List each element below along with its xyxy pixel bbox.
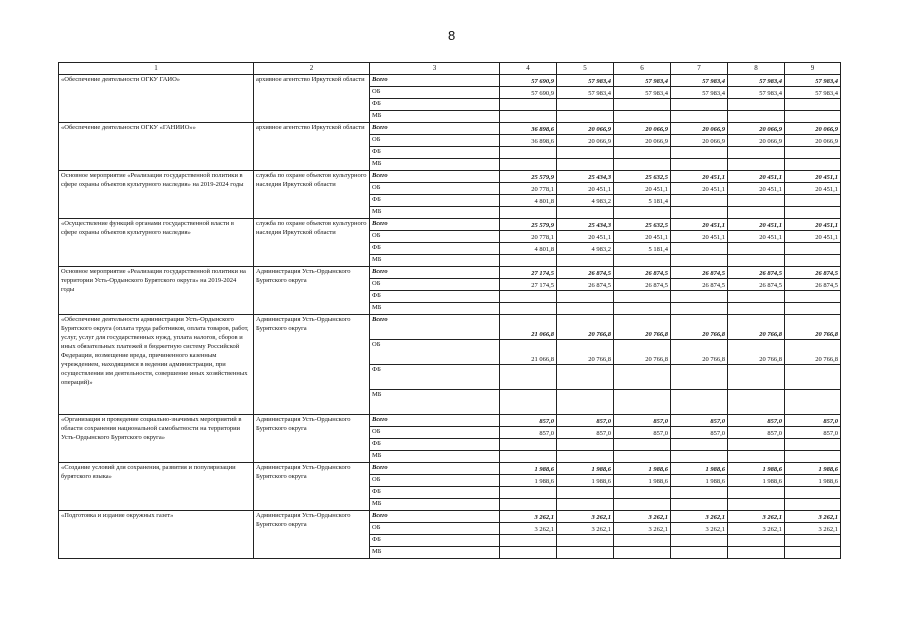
activity-name-cell: «Создание условий для сохранения, развития и популяризации бурятского языка» — [59, 463, 254, 511]
funding-source-cell: Всего — [370, 123, 500, 135]
value-cell: 1 988,6 — [500, 463, 557, 475]
value-cell — [785, 207, 841, 219]
value-cell: 57 690,9 — [500, 75, 557, 87]
value-cell — [728, 111, 785, 123]
value-cell — [557, 439, 614, 451]
value-cell — [500, 147, 557, 159]
funding-source-cell: ОБ — [370, 135, 500, 147]
value-cell — [614, 99, 671, 111]
funding-source-cell: Всего — [370, 415, 500, 427]
value-cell: 1 988,6 — [500, 475, 557, 487]
value-cell — [614, 547, 671, 559]
value-cell: 20 766,8 — [557, 315, 614, 340]
table-row — [59, 415, 841, 427]
value-cell: 1 988,6 — [671, 463, 728, 475]
value-cell: 20 766,8 — [671, 340, 728, 365]
value-cell — [785, 390, 841, 415]
header-cell: 1 — [59, 63, 254, 75]
value-cell — [728, 255, 785, 267]
header-cell: 5 — [557, 63, 614, 75]
value-cell: 857,0 — [614, 427, 671, 439]
funding-source-cell: ОБ — [370, 183, 500, 195]
value-cell: 1 988,6 — [614, 475, 671, 487]
value-cell: 20 766,8 — [557, 340, 614, 365]
funding-table — [58, 62, 841, 559]
value-cell — [728, 303, 785, 315]
value-cell — [557, 535, 614, 547]
value-cell: 20 451,1 — [785, 171, 841, 183]
value-cell — [785, 111, 841, 123]
value-cell: 1 988,6 — [671, 475, 728, 487]
value-cell — [557, 111, 614, 123]
value-cell: 3 262,1 — [614, 511, 671, 523]
value-cell: 20 451,1 — [557, 183, 614, 195]
value-cell — [557, 390, 614, 415]
value-cell: 36 898,6 — [500, 123, 557, 135]
value-cell: 20 451,1 — [671, 219, 728, 231]
activity-name-cell: Основное мероприятие «Реализация государственной политики в сфере охраны объектов культурного наследия» на 2019-2024 годы — [59, 171, 254, 219]
value-cell: 20 066,9 — [785, 123, 841, 135]
value-cell — [728, 159, 785, 171]
value-cell — [614, 365, 671, 390]
value-cell: 3 262,1 — [785, 523, 841, 535]
value-cell: 20 066,9 — [728, 123, 785, 135]
value-cell — [671, 499, 728, 511]
value-cell: 3 262,1 — [671, 523, 728, 535]
funding-source-cell: Всего — [370, 511, 500, 523]
value-cell — [500, 159, 557, 171]
value-cell — [557, 147, 614, 159]
header-cell: 4 — [500, 63, 557, 75]
funding-source-cell: МБ — [370, 390, 500, 415]
value-cell — [671, 159, 728, 171]
executor-cell: архивное агентство Иркутской области — [254, 123, 370, 171]
value-cell: 20 451,1 — [728, 171, 785, 183]
value-cell — [671, 365, 728, 390]
activity-name-cell: «Обеспечение деятельности ОГКУ «ГАНИИО»» — [59, 123, 254, 171]
value-cell — [785, 159, 841, 171]
value-cell: 20 451,1 — [728, 183, 785, 195]
value-cell: 20 766,8 — [785, 340, 841, 365]
value-cell — [728, 207, 785, 219]
funding-source-cell: ОБ — [370, 475, 500, 487]
value-cell: 20 451,1 — [785, 219, 841, 231]
value-cell: 20 451,1 — [671, 231, 728, 243]
value-cell — [557, 255, 614, 267]
value-cell: 20 451,1 — [785, 231, 841, 243]
value-cell: 4 801,8 — [500, 195, 557, 207]
header-cell: 3 — [370, 63, 500, 75]
funding-source-cell: ФБ — [370, 291, 500, 303]
value-cell: 1 988,6 — [557, 463, 614, 475]
value-cell: 26 874,5 — [671, 267, 728, 279]
value-cell: 25 632,5 — [614, 219, 671, 231]
value-cell: 20 766,8 — [614, 315, 671, 340]
value-cell: 57 983,4 — [728, 75, 785, 87]
value-cell — [785, 291, 841, 303]
value-cell — [671, 487, 728, 499]
value-cell: 20 451,1 — [614, 183, 671, 195]
value-cell: 20 066,9 — [557, 135, 614, 147]
value-cell — [671, 243, 728, 255]
value-cell: 857,0 — [500, 415, 557, 427]
value-cell: 857,0 — [614, 415, 671, 427]
value-cell — [557, 99, 614, 111]
value-cell — [614, 291, 671, 303]
value-cell — [728, 195, 785, 207]
value-cell — [557, 291, 614, 303]
value-cell: 26 874,5 — [785, 279, 841, 291]
value-cell: 26 874,5 — [557, 267, 614, 279]
value-cell — [728, 147, 785, 159]
value-cell — [614, 159, 671, 171]
value-cell: 26 874,5 — [671, 279, 728, 291]
value-cell — [728, 451, 785, 463]
value-cell — [557, 547, 614, 559]
value-cell: 57 983,4 — [785, 75, 841, 87]
value-cell: 20 066,9 — [557, 123, 614, 135]
table-row — [59, 511, 841, 523]
value-cell — [671, 255, 728, 267]
value-cell: 1 988,6 — [728, 463, 785, 475]
value-cell — [614, 255, 671, 267]
value-cell — [614, 535, 671, 547]
header-cell: 9 — [785, 63, 841, 75]
funding-source-cell: ФБ — [370, 487, 500, 499]
value-cell: 27 174,5 — [500, 267, 557, 279]
value-cell: 26 874,5 — [728, 279, 785, 291]
value-cell — [671, 291, 728, 303]
value-cell: 57 983,4 — [671, 87, 728, 99]
value-cell — [557, 159, 614, 171]
value-cell — [785, 439, 841, 451]
value-cell — [785, 499, 841, 511]
value-cell — [614, 390, 671, 415]
value-cell: 3 262,1 — [557, 523, 614, 535]
value-cell: 57 983,4 — [728, 87, 785, 99]
value-cell: 857,0 — [500, 427, 557, 439]
funding-source-cell: ОБ — [370, 279, 500, 291]
value-cell — [500, 439, 557, 451]
value-cell: 25 579,9 — [500, 171, 557, 183]
value-cell — [500, 111, 557, 123]
value-cell: 25 434,3 — [557, 219, 614, 231]
value-cell: 27 174,5 — [500, 279, 557, 291]
value-cell — [614, 147, 671, 159]
value-cell — [500, 390, 557, 415]
value-cell — [785, 255, 841, 267]
value-cell — [500, 487, 557, 499]
header-cell: 7 — [671, 63, 728, 75]
value-cell: 20 066,9 — [671, 123, 728, 135]
table-body — [59, 63, 841, 559]
value-cell — [728, 243, 785, 255]
value-cell: 5 181,4 — [614, 243, 671, 255]
value-cell: 21 066,8 — [500, 315, 557, 340]
value-cell — [785, 547, 841, 559]
funding-source-cell: ФБ — [370, 365, 500, 390]
value-cell: 57 983,4 — [557, 87, 614, 99]
value-cell: 57 983,4 — [785, 87, 841, 99]
header-row — [59, 63, 841, 75]
value-cell: 25 632,5 — [614, 171, 671, 183]
value-cell — [614, 451, 671, 463]
value-cell: 20 066,9 — [614, 123, 671, 135]
funding-source-cell: ОБ — [370, 87, 500, 99]
value-cell — [671, 439, 728, 451]
funding-source-cell: МБ — [370, 207, 500, 219]
table-row — [59, 171, 841, 183]
value-cell: 1 988,6 — [614, 463, 671, 475]
value-cell: 25 434,3 — [557, 171, 614, 183]
table-row — [59, 123, 841, 135]
value-cell: 20 066,9 — [614, 135, 671, 147]
page-number: 8 — [448, 28, 456, 43]
funding-source-cell: МБ — [370, 547, 500, 559]
value-cell: 20 451,1 — [614, 231, 671, 243]
executor-cell: Администрация Усть-Ордынского Бурятского округа — [254, 511, 370, 559]
value-cell: 25 579,9 — [500, 219, 557, 231]
executor-cell: Администрация Усть-Ордынского Бурятского округа — [254, 267, 370, 315]
value-cell: 26 874,5 — [785, 267, 841, 279]
value-cell: 4 801,8 — [500, 243, 557, 255]
value-cell — [671, 207, 728, 219]
value-cell — [671, 451, 728, 463]
value-cell — [728, 99, 785, 111]
value-cell — [557, 499, 614, 511]
value-cell: 20 451,1 — [671, 171, 728, 183]
value-cell — [785, 535, 841, 547]
value-cell: 3 262,1 — [557, 511, 614, 523]
funding-source-cell: МБ — [370, 451, 500, 463]
value-cell — [500, 99, 557, 111]
value-cell — [500, 451, 557, 463]
value-cell: 20 066,9 — [785, 135, 841, 147]
funding-source-cell: ФБ — [370, 535, 500, 547]
header-cell: 8 — [728, 63, 785, 75]
value-cell: 3 262,1 — [500, 523, 557, 535]
value-cell: 26 874,5 — [614, 267, 671, 279]
funding-source-cell: МБ — [370, 159, 500, 171]
value-cell: 57 983,4 — [671, 75, 728, 87]
value-cell: 20 766,8 — [728, 340, 785, 365]
value-cell: 3 262,1 — [728, 523, 785, 535]
value-cell — [671, 303, 728, 315]
value-cell — [785, 365, 841, 390]
value-cell — [728, 390, 785, 415]
value-cell: 3 262,1 — [785, 511, 841, 523]
executor-cell: служба по охране объектов культурного наследия Иркутской области — [254, 171, 370, 219]
activity-name-cell: «Обеспечение деятельности администрации Усть-Ордынского Бурятского округа (оплата труда работников, оплата товаров, работ, услуг, услуг для государственных нужд, уплата налогов, сборов и иных обязательных платежей в бюджетную систему Российской Федерации, возмещение вреда, причиненного казенным учреждением, находящимся в ведении администрации, при осуществлении им деятельности, совершение иных хозяйственных операций)» — [59, 315, 254, 415]
value-cell — [500, 499, 557, 511]
value-cell — [614, 499, 671, 511]
value-cell: 5 181,4 — [614, 195, 671, 207]
table-row — [59, 267, 841, 279]
value-cell — [500, 303, 557, 315]
header-cell: 6 — [614, 63, 671, 75]
value-cell: 20 778,1 — [500, 231, 557, 243]
value-cell: 1 988,6 — [557, 475, 614, 487]
value-cell: 57 690,9 — [500, 87, 557, 99]
activity-name-cell: «Организация и проведение социально-значимых мероприятий в области сохранения национальной самобытности на территории Усть-Ордынского Бурятского округа» — [59, 415, 254, 463]
value-cell: 20 766,8 — [728, 315, 785, 340]
value-cell — [614, 111, 671, 123]
value-cell — [728, 439, 785, 451]
value-cell: 4 983,2 — [557, 195, 614, 207]
value-cell: 36 898,6 — [500, 135, 557, 147]
value-cell — [557, 451, 614, 463]
value-cell: 4 983,2 — [557, 243, 614, 255]
funding-source-cell: ФБ — [370, 99, 500, 111]
value-cell: 20 451,1 — [785, 183, 841, 195]
value-cell — [500, 547, 557, 559]
funding-source-cell: ОБ — [370, 340, 500, 365]
value-cell: 20 451,1 — [557, 231, 614, 243]
value-cell: 3 262,1 — [500, 511, 557, 523]
value-cell: 857,0 — [671, 427, 728, 439]
value-cell: 1 988,6 — [728, 475, 785, 487]
value-cell — [557, 207, 614, 219]
funding-source-cell: Всего — [370, 171, 500, 183]
activity-name-cell: «Обеспечение деятельности ОГКУ ГАИО» — [59, 75, 254, 123]
value-cell: 3 262,1 — [728, 511, 785, 523]
value-cell — [557, 365, 614, 390]
executor-cell: служба по охране объектов культурного наследия Иркутской области — [254, 219, 370, 267]
table-row — [59, 219, 841, 231]
header-cell: 2 — [254, 63, 370, 75]
value-cell: 26 874,5 — [728, 267, 785, 279]
value-cell: 20 066,9 — [671, 135, 728, 147]
funding-source-cell: ОБ — [370, 523, 500, 535]
value-cell — [671, 535, 728, 547]
value-cell — [500, 535, 557, 547]
value-cell — [728, 487, 785, 499]
table-row — [59, 315, 841, 340]
funding-source-cell: ФБ — [370, 243, 500, 255]
executor-cell: архивное агентство Иркутской области — [254, 75, 370, 123]
value-cell — [500, 255, 557, 267]
value-cell: 20 066,9 — [728, 135, 785, 147]
value-cell — [500, 291, 557, 303]
value-cell: 20 451,1 — [671, 183, 728, 195]
funding-source-cell: ФБ — [370, 439, 500, 451]
value-cell — [785, 99, 841, 111]
value-cell — [671, 195, 728, 207]
funding-source-cell: ФБ — [370, 147, 500, 159]
value-cell: 21 066,8 — [500, 340, 557, 365]
value-cell: 3 262,1 — [671, 511, 728, 523]
value-cell — [671, 111, 728, 123]
funding-source-cell: МБ — [370, 303, 500, 315]
value-cell — [728, 365, 785, 390]
funding-source-cell: ФБ — [370, 195, 500, 207]
value-cell — [728, 291, 785, 303]
table-row — [59, 463, 841, 475]
value-cell: 3 262,1 — [614, 523, 671, 535]
value-cell: 20 766,8 — [671, 315, 728, 340]
activity-name-cell: Основное мероприятие «Реализация государственной политики на территории Усть-Ордынского Бурятского округа» на 2019-2024 годы — [59, 267, 254, 315]
value-cell: 1 988,6 — [785, 463, 841, 475]
value-cell: 20 766,8 — [614, 340, 671, 365]
value-cell — [785, 147, 841, 159]
value-cell: 857,0 — [557, 415, 614, 427]
funding-source-cell: Всего — [370, 315, 500, 340]
value-cell: 857,0 — [671, 415, 728, 427]
funding-source-cell: ОБ — [370, 427, 500, 439]
value-cell — [728, 499, 785, 511]
value-cell — [614, 207, 671, 219]
value-cell: 20 778,1 — [500, 183, 557, 195]
value-cell — [557, 487, 614, 499]
value-cell: 857,0 — [728, 415, 785, 427]
value-cell — [671, 390, 728, 415]
executor-cell: Администрация Усть-Ордынского Бурятского округа — [254, 463, 370, 511]
executor-cell: Администрация Усть-Ордынского Бурятского округа — [254, 415, 370, 463]
value-cell — [671, 547, 728, 559]
value-cell: 857,0 — [785, 415, 841, 427]
value-cell: 857,0 — [785, 427, 841, 439]
value-cell: 857,0 — [557, 427, 614, 439]
value-cell — [557, 303, 614, 315]
activity-name-cell: «Подготовка и издание окружных газет» — [59, 511, 254, 559]
value-cell — [785, 451, 841, 463]
value-cell — [614, 487, 671, 499]
value-cell: 26 874,5 — [557, 279, 614, 291]
funding-source-cell: ОБ — [370, 231, 500, 243]
funding-source-cell: Всего — [370, 267, 500, 279]
value-cell — [728, 535, 785, 547]
value-cell — [671, 147, 728, 159]
value-cell: 1 988,6 — [785, 475, 841, 487]
value-cell: 857,0 — [728, 427, 785, 439]
value-cell — [614, 303, 671, 315]
funding-source-cell: МБ — [370, 499, 500, 511]
value-cell — [785, 487, 841, 499]
value-cell — [785, 303, 841, 315]
value-cell: 57 983,4 — [614, 75, 671, 87]
value-cell: 26 874,5 — [614, 279, 671, 291]
value-cell — [728, 547, 785, 559]
value-cell — [785, 243, 841, 255]
funding-source-cell: МБ — [370, 255, 500, 267]
value-cell: 57 983,4 — [557, 75, 614, 87]
executor-cell: Администрация Усть-Ордынского Бурятского округа — [254, 315, 370, 415]
value-cell: 20 451,1 — [728, 219, 785, 231]
value-cell — [614, 439, 671, 451]
value-cell — [500, 365, 557, 390]
value-cell — [671, 99, 728, 111]
table-row — [59, 75, 841, 87]
funding-source-cell: Всего — [370, 463, 500, 475]
value-cell — [500, 207, 557, 219]
funding-source-cell: МБ — [370, 111, 500, 123]
value-cell: 57 983,4 — [614, 87, 671, 99]
activity-name-cell: «Осуществление функций органами государственной власти в сфере охраны объектов культурного наследия» — [59, 219, 254, 267]
funding-source-cell: Всего — [370, 219, 500, 231]
funding-source-cell: Всего — [370, 75, 500, 87]
value-cell — [785, 195, 841, 207]
value-cell: 20 766,8 — [785, 315, 841, 340]
value-cell: 20 451,1 — [728, 231, 785, 243]
